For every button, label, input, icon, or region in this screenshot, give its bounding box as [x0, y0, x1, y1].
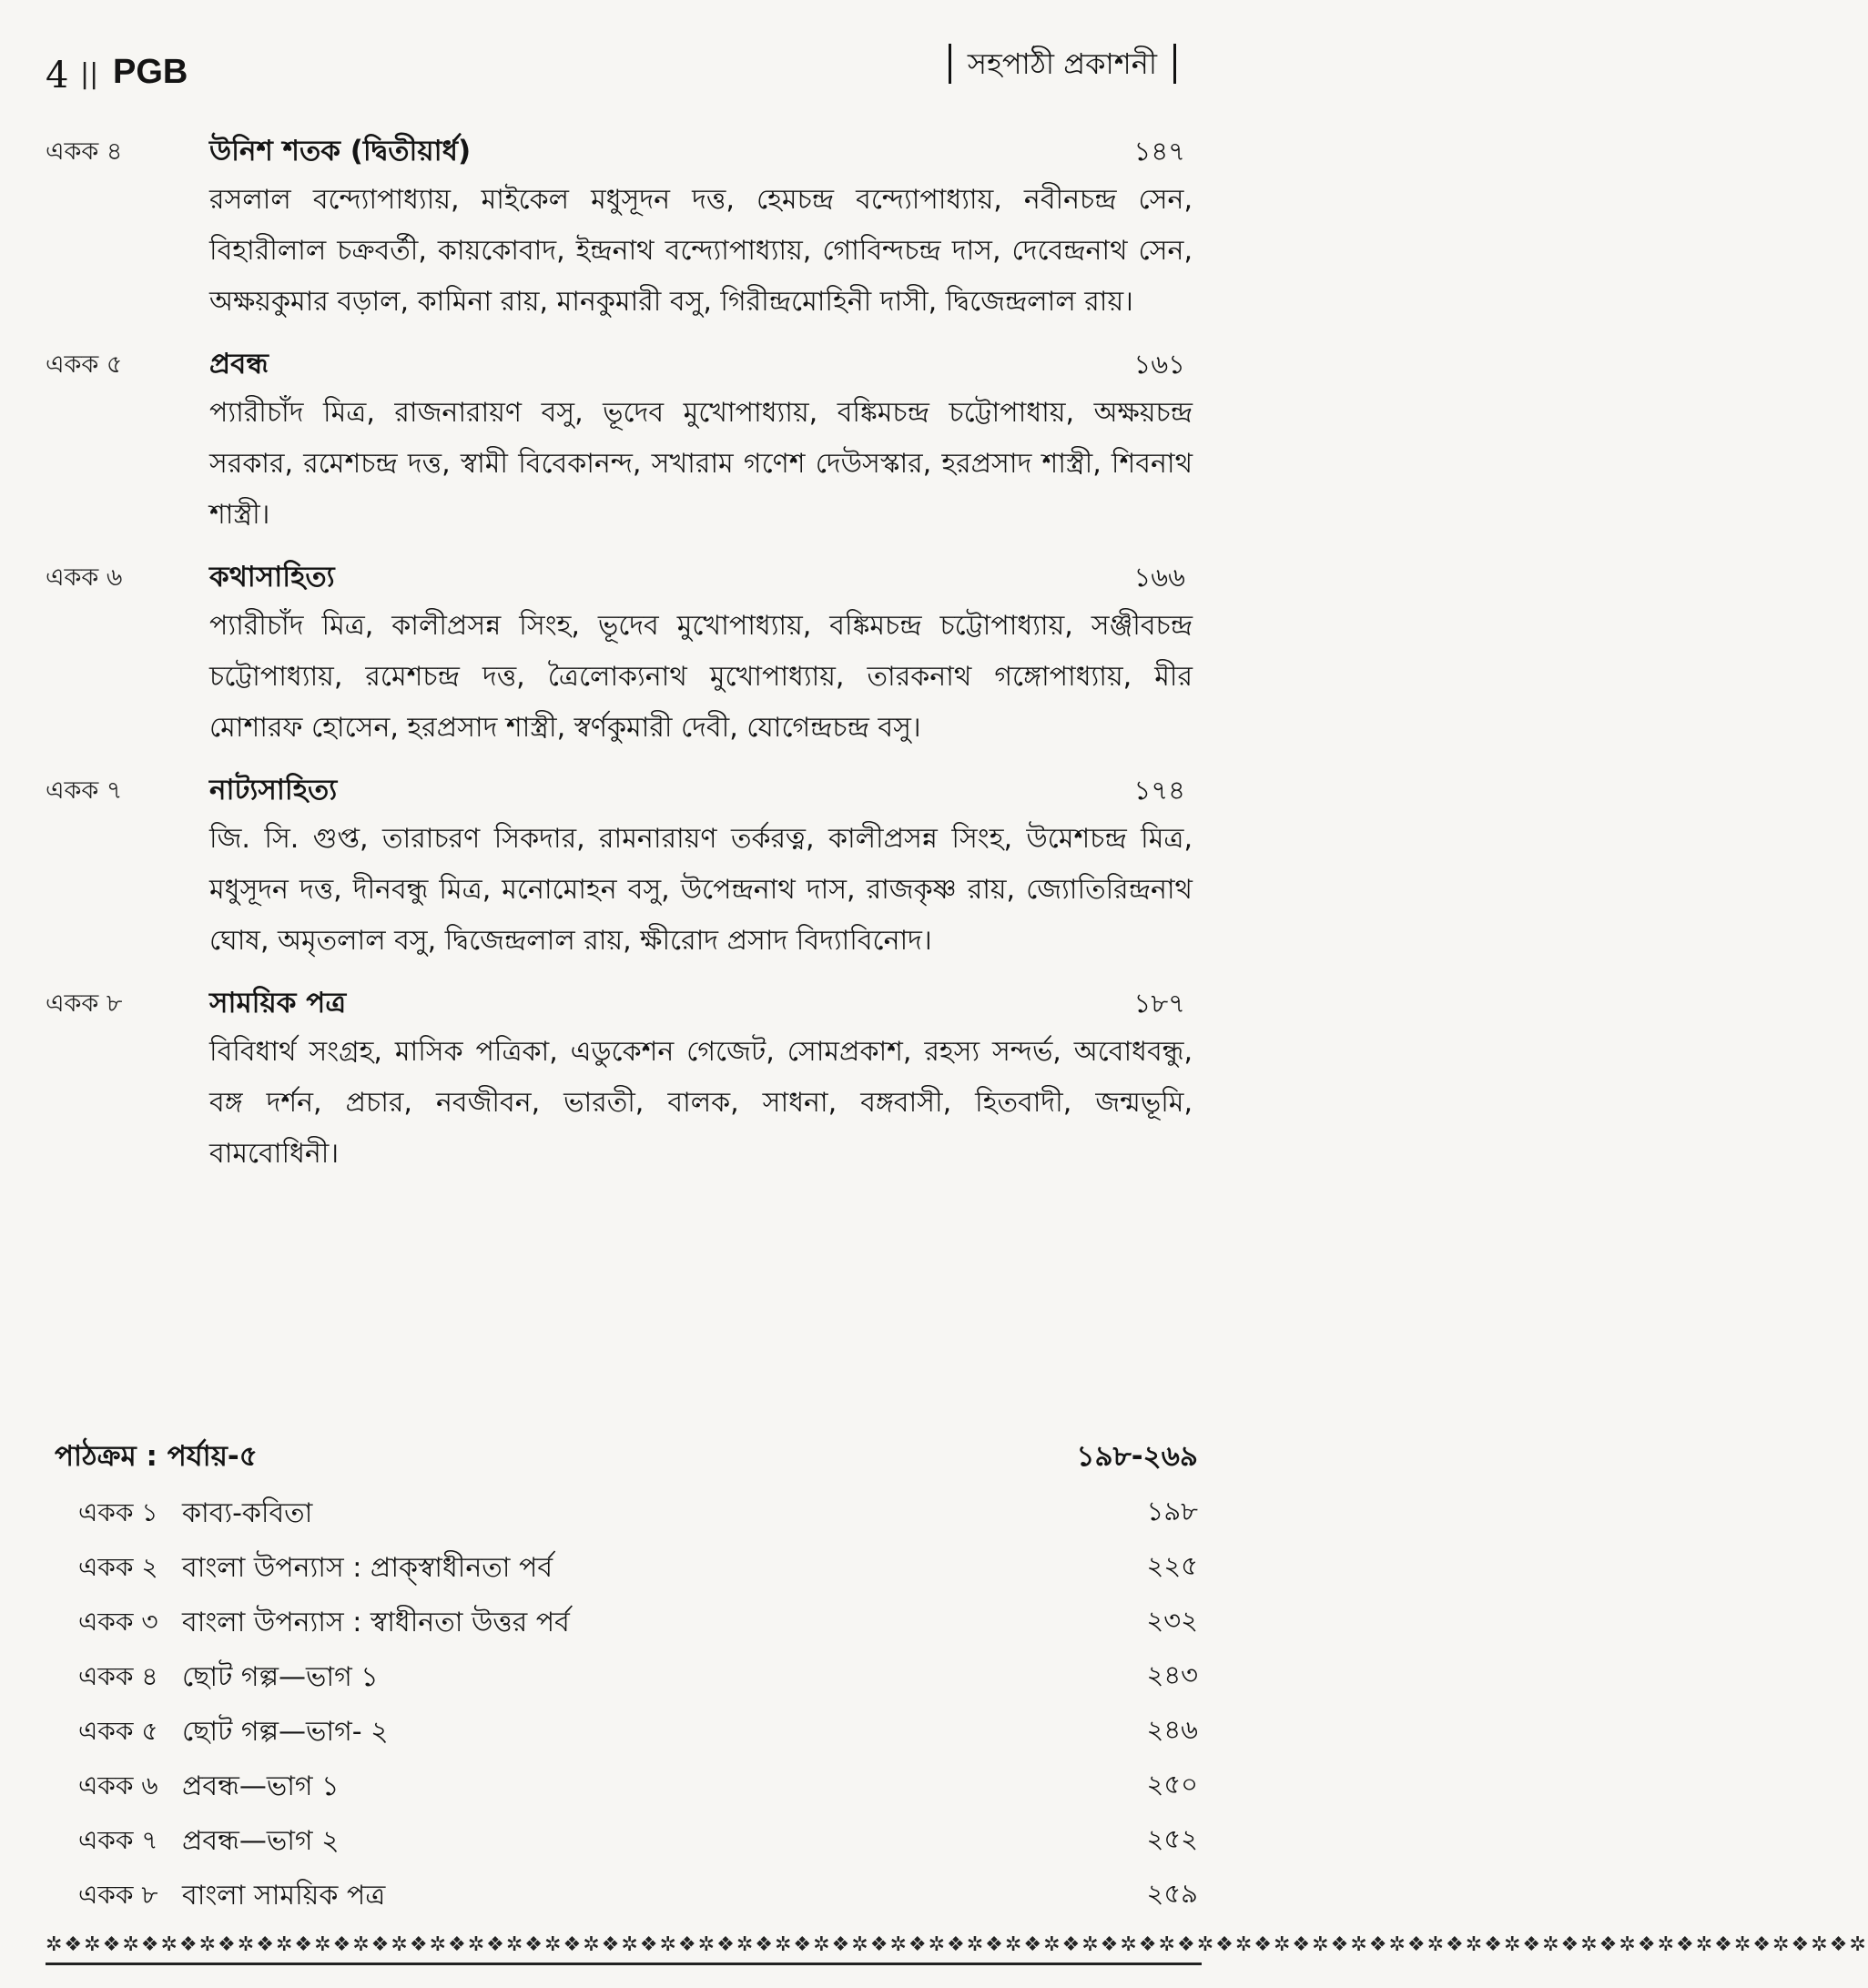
list-item: [55, 1538, 1198, 1593]
list-item: [55, 1702, 1198, 1757]
unit-title: নাট্যসাহিত্য: [209, 774, 338, 806]
unit-entry: [46, 979, 1193, 1180]
unit-page-number: ১৪৭: [1133, 136, 1185, 167]
syllabus-unit-label: একক ৬: [78, 1770, 158, 1800]
footer-border: [46, 1932, 1868, 1965]
syllabus-page-range: ১৯৮-২৬৯: [1076, 1440, 1198, 1473]
list-item: [55, 1648, 1198, 1702]
syllabus-unit-label: একক ৫: [78, 1716, 158, 1746]
unit-authors: রসলাল বন্দ্যোপাধ্যায়, মাইকেল মধুসূদন দত্ত, হেমচন্দ্র বন্দ্যোপাধ্যায়, নবীনচন্দ্র সেন, বিহারীলাল চক্রবর্তী, কায়কোবাদ, ইন্দ্রনাথ বন্দ্যোপাধ্যায়, গোবিন্দচন্দ্র দাস, দেবেন্দ্রনাথ সেন, অক্ষয়কুমার বড়াল, কামিনা রায়, মানকুমারী বসু, গিরীন্দ্রমোহিনী দাসী, দ্বিজেন্দ্রলাল রায়।: [209, 184, 1193, 318]
syllabus-unit-label: একক ৮: [78, 1880, 158, 1910]
unit-label: একক ৮: [46, 989, 123, 1018]
syllabus-section: [55, 1429, 1198, 1921]
unit-title: সাময়িক পত্র: [209, 987, 347, 1019]
publisher-name: সহপাঠী প্রকাশনী: [949, 44, 1176, 84]
syllabus-unit-page: ২৫৯: [1146, 1878, 1198, 1909]
unit-list: [46, 127, 1193, 1192]
ornament-border: ✲❖✲❖✲❖✲❖✲❖✲❖✲❖✲❖✲❖✲❖✲❖✲❖✲❖✲❖✲❖✲❖✲❖✲❖✲❖✲❖✲❖✲❖✲❖✲❖✲❖✲❖✲❖✲❖✲❖✲❖✲❖✲❖✲❖✲❖✲❖✲❖✲❖✲❖✲❖✲❖✲❖✲❖✲❖✲❖✲❖✲❖✲❖✲: [46, 1933, 1868, 1956]
unit-label: একক ৭: [46, 776, 123, 805]
syllabus-unit-label: একক ৭: [78, 1825, 158, 1855]
syllabus-unit-label: একক ১: [78, 1497, 158, 1527]
syllabus-unit-label: একক ৪: [78, 1661, 158, 1691]
unit-entry: [46, 127, 1193, 328]
page-number: 4: [46, 55, 69, 96]
list-item: [55, 1866, 1198, 1921]
unit-label: একক ৬: [46, 563, 123, 592]
unit-page-number: ১৮৭: [1133, 988, 1185, 1019]
syllabus-unit-topic: বাংলা উপন্যাস : প্রাক্‌স্বাধীনতা পর্ব: [182, 1552, 553, 1584]
unit-entry: [46, 340, 1193, 541]
syllabus-unit-label: একক ৩: [78, 1607, 158, 1637]
syllabus-unit-page: ১৯৮: [1146, 1496, 1198, 1526]
unit-title: প্রবন্ধ: [209, 348, 269, 380]
unit-title: উনিশ শতক (দ্বিতীয়ার্ধ): [209, 135, 472, 167]
syllabus-unit-topic: বাংলা সাময়িক পত্র: [182, 1880, 386, 1912]
list-item: [55, 1811, 1198, 1866]
list-item: [55, 1757, 1198, 1811]
syllabus-unit-page: ২৫২: [1146, 1823, 1198, 1854]
page-header: [0, 36, 1218, 109]
list-item: [55, 1593, 1198, 1648]
unit-page-number: ১৬১: [1133, 349, 1185, 380]
unit-authors: প্যারীচাঁদ মিত্র, কালীপ্রসন্ন সিংহ, ভূদেব মুখোপাধ্যায়, বঙ্কিমচন্দ্র চট্টোপাধ্যায়, সঞ্জীবচন্দ্র চট্টোপাধ্যায়, রমেশচন্দ্র দত্ত, ত্রৈলোক্যনাথ মুখোপাধ্যায়, তারকনাথ গঙ্গোপাধ্যায়, মীর মোশারফ হোসেন, হরপ্রসাদ শাস্ত্রী, স্বর্ণকুমারী দেবী, যোগেন্দ্রচন্দ্র বসু।: [209, 610, 1193, 744]
syllabus-unit-topic: প্রবন্ধ—ভাগ ১: [182, 1770, 340, 1802]
syllabus-unit-topic: বাংলা উপন্যাস : স্বাধীনতা উত্তর পর্ব: [182, 1607, 570, 1638]
syllabus-unit-page: ২৪৩: [1146, 1659, 1198, 1690]
unit-page-number: ১৭৪: [1133, 775, 1185, 806]
unit-page-number: ১৬৬: [1133, 562, 1185, 593]
unit-label: একক ৪: [46, 137, 123, 166]
syllabus-unit-topic: ছোট গল্প—ভাগ ১: [182, 1661, 379, 1693]
syllabus-unit-page: ২৫০: [1146, 1769, 1198, 1800]
syllabus-title: পাঠক্রম : পর্যায়-৫: [55, 1440, 258, 1473]
unit-authors: বিবিধার্থ সংগ্রহ, মাসিক পত্রিকা, এডুকেশন গেজেট, সোমপ্রকাশ, রহস্য সন্দর্ভ, অবোধবন্ধু, বঙ্গ দর্শন, প্রচার, নবজীবন, ভারতী, বালক, সাধনা, বঙ্গবাসী, হিতবাদী, জন্মভূমি, বামবোধিনী।: [209, 1036, 1193, 1170]
unit-title: কথাসাহিত্য: [209, 561, 335, 593]
paper-code: PGB: [113, 53, 188, 91]
syllabus-header: [55, 1429, 1198, 1484]
unit-label: একক ৫: [46, 350, 123, 379]
unit-authors: প্যারীচাঁদ মিত্র, রাজনারায়ণ বসু, ভূদেব মুখোপাধ্যায়, বঙ্কিমচন্দ্র চট্টোপাধায়, অক্ষয়চন্দ্র সরকার, রমেশচন্দ্র দত্ত, স্বামী বিবেকানন্দ, সখারাম গণেশ দেউসস্কার, হরপ্রসাদ শাস্ত্রী, শিবনাথ শাস্ত্রী।: [209, 397, 1193, 531]
unit-authors: জি. সি. গুপ্ত, তারাচরণ সিকদার, রামনারায়ণ তর্করত্ন, কালীপ্রসন্ন সিংহ, উমেশচন্দ্র মিত্র, মধুসূদন দত্ত, দীনবন্ধু মিত্র, মনোমোহন বসু, উপেন্দ্রনাথ দাস, রাজকৃষ্ণ রায়, জ্যোতিরিন্দ্রনাথ ঘোষ, অমৃতলাল বসু, দ্বিজেন্দ্রলাল রায়, ক্ষীরোদ প্রসাদ বিদ্যাবিনোদ।: [209, 823, 1193, 957]
header-separator: ||: [80, 58, 99, 90]
syllabus-unit-topic: কাব্য-কবিতা: [182, 1497, 313, 1529]
syllabus-unit-label: একক ২: [78, 1552, 158, 1582]
syllabus-unit-page: ২২৫: [1146, 1550, 1198, 1581]
syllabus-unit-topic: ছোট গল্প—ভাগ- ২: [182, 1716, 389, 1748]
list-item: [55, 1484, 1198, 1538]
syllabus-unit-page: ২৩২: [1146, 1605, 1198, 1636]
syllabus-unit-topic: প্রবন্ধ—ভাগ ২: [182, 1825, 340, 1857]
unit-entry: [46, 553, 1193, 754]
syllabus-unit-page: ২৪৬: [1146, 1714, 1198, 1745]
unit-entry: [46, 766, 1193, 967]
